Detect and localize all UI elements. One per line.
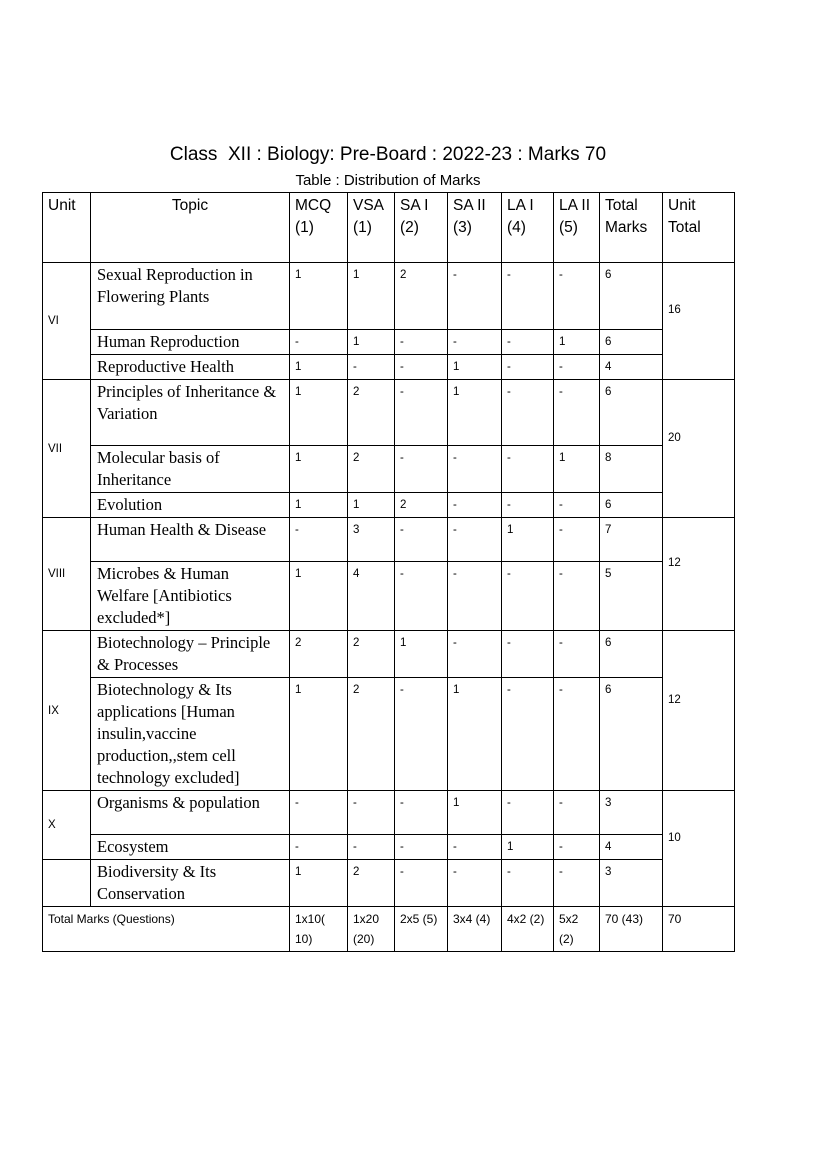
- la1-cell: -: [502, 263, 554, 330]
- sa2-cell: -: [448, 631, 502, 678]
- header-topic: Topic: [91, 193, 290, 263]
- sa2-cell: -: [448, 263, 502, 330]
- topic-cell: Evolution: [91, 493, 290, 518]
- vsa-cell: 1: [348, 330, 395, 355]
- totals-sa1: 2x5 (5): [395, 907, 448, 952]
- totals-label: Total Marks (Questions): [43, 907, 290, 952]
- la2-cell: -: [554, 263, 600, 330]
- sa1-cell: -: [395, 791, 448, 835]
- table-caption: Table : Distribution of Marks: [295, 172, 481, 189]
- totals-total-marks: 70 (43): [600, 907, 663, 952]
- sa1-cell: -: [395, 518, 448, 562]
- sa1-cell: -: [395, 330, 448, 355]
- unit-label: X: [43, 791, 91, 860]
- totals-la2: 5x2 (2): [554, 907, 600, 952]
- la2-cell: -: [554, 518, 600, 562]
- topic-cell: Human Health & Disease: [91, 518, 290, 562]
- la1-cell: -: [502, 355, 554, 380]
- la1-cell: 1: [502, 835, 554, 860]
- sa2-cell: 1: [448, 380, 502, 446]
- unit-total-cell: [663, 518, 735, 631]
- header-total-marks: Total Marks: [600, 193, 663, 263]
- la1-cell: 1: [502, 518, 554, 562]
- total-cell: 6: [600, 263, 663, 330]
- sa2-cell: -: [448, 562, 502, 631]
- vsa-cell: 1: [348, 263, 395, 330]
- vsa-cell: 2: [348, 678, 395, 791]
- totals-mcq: 1x10( 10): [290, 907, 348, 952]
- unit-label-empty: [43, 860, 91, 907]
- unit-total-cell: [663, 631, 735, 791]
- unit-label: VIII: [43, 518, 91, 631]
- vsa-cell: -: [348, 835, 395, 860]
- table-row: [43, 263, 735, 330]
- mcq-cell: 1: [290, 562, 348, 631]
- mcq-cell: 1: [290, 380, 348, 446]
- topic-cell: Biotechnology & Its applications [Human insulin,vaccine production,,stem cell technology excluded]: [91, 678, 290, 791]
- vsa-cell: 4: [348, 562, 395, 631]
- topic-cell: Reproductive Health: [91, 355, 290, 380]
- unit-total-value: 20: [668, 431, 681, 444]
- unit-total-cell: [663, 263, 735, 380]
- table-row: [43, 678, 735, 791]
- table-row: [43, 562, 735, 631]
- header-la1: LA I (4): [502, 193, 554, 263]
- unit-label: VI: [43, 263, 91, 380]
- sa2-cell: -: [448, 518, 502, 562]
- sa1-cell: 1: [395, 631, 448, 678]
- vsa-cell: -: [348, 355, 395, 380]
- total-cell: 6: [600, 678, 663, 791]
- totals-sa2: 3x4 (4): [448, 907, 502, 952]
- mcq-cell: -: [290, 835, 348, 860]
- mcq-cell: -: [290, 330, 348, 355]
- total-cell: 8: [600, 446, 663, 493]
- la2-cell: -: [554, 355, 600, 380]
- la1-cell: -: [502, 493, 554, 518]
- table-row: [43, 860, 735, 907]
- topic-cell: Organisms & population: [91, 791, 290, 835]
- total-cell: 4: [600, 835, 663, 860]
- total-cell: 7: [600, 518, 663, 562]
- la2-cell: 1: [554, 446, 600, 493]
- la2-cell: -: [554, 493, 600, 518]
- mcq-cell: 1: [290, 355, 348, 380]
- header-mcq: MCQ (1): [290, 193, 348, 263]
- table-row: [43, 493, 735, 518]
- unit-total-cell: [663, 791, 735, 907]
- mcq-cell: 1: [290, 678, 348, 791]
- topic-cell: Biotechnology – Principle & Processes: [91, 631, 290, 678]
- sa2-cell: -: [448, 330, 502, 355]
- unit-total-value: 10: [668, 831, 681, 844]
- unit-total-value: 12: [668, 693, 681, 706]
- mcq-cell: 1: [290, 860, 348, 907]
- mcq-cell: -: [290, 518, 348, 562]
- sa2-cell: 1: [448, 791, 502, 835]
- total-cell: 3: [600, 791, 663, 835]
- topic-cell: Molecular basis of Inheritance: [91, 446, 290, 493]
- unit-label: VII: [43, 380, 91, 518]
- topic-cell: Biodiversity & Its Conservation: [91, 860, 290, 907]
- sa1-cell: -: [395, 860, 448, 907]
- header-vsa: VSA (1): [348, 193, 395, 263]
- totals-la1: 4x2 (2): [502, 907, 554, 952]
- sa2-cell: -: [448, 446, 502, 493]
- total-cell: 5: [600, 562, 663, 631]
- marks-distribution-table: [42, 192, 735, 952]
- sa1-cell: 2: [395, 493, 448, 518]
- la2-cell: -: [554, 631, 600, 678]
- sa1-cell: -: [395, 835, 448, 860]
- table-row: [43, 330, 735, 355]
- mcq-cell: -: [290, 791, 348, 835]
- header-unit-total: Unit Total: [663, 193, 735, 263]
- la1-cell: -: [502, 330, 554, 355]
- la1-cell: -: [502, 860, 554, 907]
- table-row: [43, 835, 735, 860]
- mcq-cell: 2: [290, 631, 348, 678]
- topic-cell: Sexual Reproduction in Flowering Plants: [91, 263, 290, 330]
- sa1-cell: 2: [395, 263, 448, 330]
- header-row: [43, 193, 735, 263]
- total-cell: 6: [600, 493, 663, 518]
- vsa-cell: 2: [348, 446, 395, 493]
- la1-cell: -: [502, 380, 554, 446]
- sa1-cell: -: [395, 678, 448, 791]
- sa2-cell: -: [448, 835, 502, 860]
- vsa-cell: -: [348, 791, 395, 835]
- la2-cell: -: [554, 860, 600, 907]
- mcq-cell: 1: [290, 446, 348, 493]
- table-row: [43, 355, 735, 380]
- la2-cell: 1: [554, 330, 600, 355]
- la1-cell: -: [502, 678, 554, 791]
- totals-row: [43, 907, 735, 952]
- la1-cell: -: [502, 791, 554, 835]
- total-cell: 6: [600, 380, 663, 446]
- sa1-cell: -: [395, 380, 448, 446]
- topic-cell: Microbes & Human Welfare [Antibiotics excluded*]: [91, 562, 290, 631]
- sa2-cell: -: [448, 860, 502, 907]
- mcq-cell: 1: [290, 263, 348, 330]
- vsa-cell: 2: [348, 860, 395, 907]
- unit-total-value: 16: [668, 304, 681, 316]
- sa1-cell: -: [395, 446, 448, 493]
- mcq-cell: 1: [290, 493, 348, 518]
- vsa-cell: 2: [348, 631, 395, 678]
- header-la2: LA II (5): [554, 193, 600, 263]
- total-cell: 6: [600, 330, 663, 355]
- la2-cell: -: [554, 678, 600, 791]
- vsa-cell: 2: [348, 380, 395, 446]
- la1-cell: -: [502, 562, 554, 631]
- sa2-cell: 1: [448, 678, 502, 791]
- la2-cell: -: [554, 835, 600, 860]
- unit-label: IX: [43, 631, 91, 791]
- topic-cell: Ecosystem: [91, 835, 290, 860]
- la2-cell: -: [554, 791, 600, 835]
- la1-cell: -: [502, 446, 554, 493]
- header-sa2: SA II (3): [448, 193, 502, 263]
- sa1-cell: -: [395, 562, 448, 631]
- sa2-cell: 1: [448, 355, 502, 380]
- total-cell: 3: [600, 860, 663, 907]
- header-sa1: SA I (2): [395, 193, 448, 263]
- totals-vsa: 1x20 (20): [348, 907, 395, 952]
- total-cell: 6: [600, 631, 663, 678]
- vsa-cell: 3: [348, 518, 395, 562]
- la2-cell: -: [554, 380, 600, 446]
- topic-cell: Human Reproduction: [91, 330, 290, 355]
- totals-unit-total: 70: [663, 907, 735, 952]
- table-row: [43, 791, 735, 835]
- la1-cell: -: [502, 631, 554, 678]
- header-unit: Unit: [43, 193, 91, 263]
- table-row: [43, 380, 735, 446]
- la2-cell: -: [554, 562, 600, 631]
- topic-cell: Principles of Inheritance & Variation: [91, 380, 290, 446]
- table-row: [43, 518, 735, 562]
- table-row: [43, 631, 735, 678]
- vsa-cell: 1: [348, 493, 395, 518]
- page-title: Class XII : Biology: Pre-Board : 2022-23 : Marks 70: [169, 144, 607, 165]
- total-cell: 4: [600, 355, 663, 380]
- unit-total-value: 12: [668, 557, 681, 569]
- table-row: [43, 446, 735, 493]
- sa1-cell: -: [395, 355, 448, 380]
- unit-total-cell: [663, 380, 735, 518]
- sa2-cell: -: [448, 493, 502, 518]
